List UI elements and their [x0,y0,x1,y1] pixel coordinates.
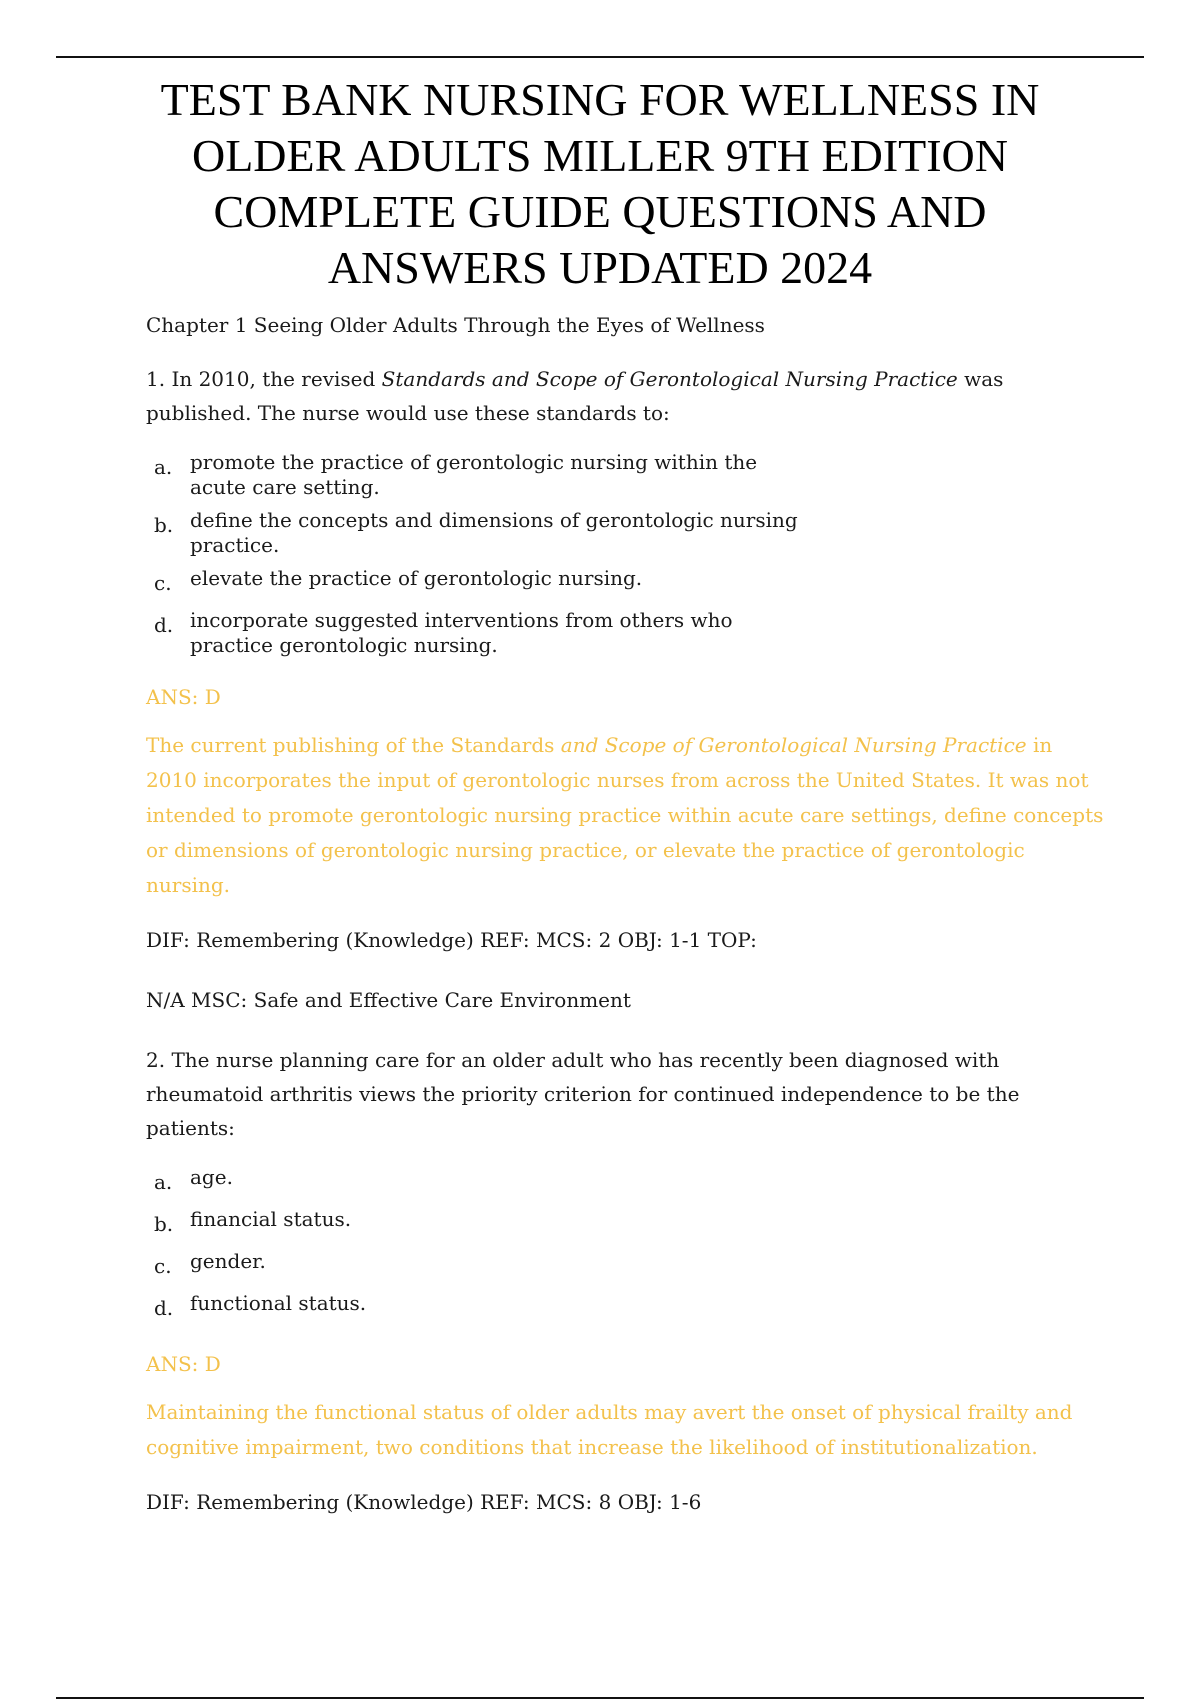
option-letter: b. [154,1212,174,1236]
question-2-stem: 2. The nurse planning care for an older adult who has recently been diagnosed with rheumatoid arthritis views the priority criterion for continued independence to be the patients: [146,1048,1020,1140]
question-1-option-b [146,508,1106,558]
question-1-stem [146,362,1106,430]
question-1-meta-line-2: N/A MSC: Safe and Effective Care Environment [146,988,631,1012]
option-letter: b. [154,513,174,537]
question-1-stem-start: 1. In 2010, the revised [146,367,382,391]
question-1-options [146,450,1106,658]
question-1-option-a [146,450,1106,500]
top-rule [56,56,1144,58]
option-text: elevate the practice of gerontologic nursing. [190,566,643,590]
question-1-answer: ANS: D [146,685,221,709]
option-letter: d. [154,1296,174,1320]
option-text: incorporate suggested interventions from others who practice gerontologic nursing. [190,608,733,657]
option-letter: a. [154,455,173,479]
question-1-option-d [146,608,1106,658]
question-1-stem-italic: Standards and Scope of Gerontological Nursing Practice [381,367,958,391]
chapter-heading: Chapter 1 Seeing Older Adults Through the Eyes of Wellness [146,313,765,337]
option-text: functional status. [190,1291,367,1315]
question-2-meta-line-1: DIF: Remembering (Knowledge) REF: MCS: 8 OBJ: 1-6 [146,1490,702,1514]
question-2-rationale: Maintaining the functional status of older adults may avert the onset of physical frailty and cognitive impairment, two conditions that increase the likelihood of institutionalization. [146,1400,1073,1459]
question-2-option-c [146,1249,1106,1283]
question-1-option-c [146,566,1106,600]
bottom-rule [56,1697,1144,1699]
question-2-answer: ANS: D [146,1352,221,1376]
option-letter: c. [154,1254,172,1278]
question-1-rationale-end: in 2010 incorporates the input of gerontologic nurses from across the United States. It was not intended to promote gerontologic nursing practice within acute care settings, define concepts or dimensions of gerontologic nursing practice, or elevate the practice of gerontologic nursing. [146,733,1104,897]
question-2-option-d [146,1291,1106,1325]
option-text: gender. [190,1249,266,1273]
option-text: age. [190,1165,233,1189]
question-2-options [146,1165,1106,1325]
question-1-rationale-start: The current publishing of the Standards [146,733,561,757]
option-letter: a. [154,1170,173,1194]
option-text: financial status. [190,1207,352,1231]
question-2-option-b [146,1207,1106,1241]
question-1-rationale [146,728,1106,903]
question-1-meta-line-1: DIF: Remembering (Knowledge) REF: MCS: 2 OBJ: 1-1 TOP: [146,928,757,952]
option-text: define the concepts and dimensions of gerontologic nursing practice. [190,508,798,557]
option-text: promote the practice of gerontologic nursing within the acute care setting. [190,450,758,499]
document-body [146,308,1106,1545]
option-letter: d. [154,613,174,637]
question-1-rationale-italic: and Scope of Gerontological Nursing Practice [560,733,1027,757]
option-letter: c. [154,571,172,595]
document-title: TEST BANK NURSING FOR WELLNESS IN OLDER ADULTS MILLER 9TH EDITION COMPLETE GUIDE QUESTIONS AND ANSWERS UPDATED 2024 [160,74,1040,293]
question-1-stem-end: was published. The nurse would use these standards to: [146,367,1004,425]
question-2-option-a [146,1165,1106,1199]
